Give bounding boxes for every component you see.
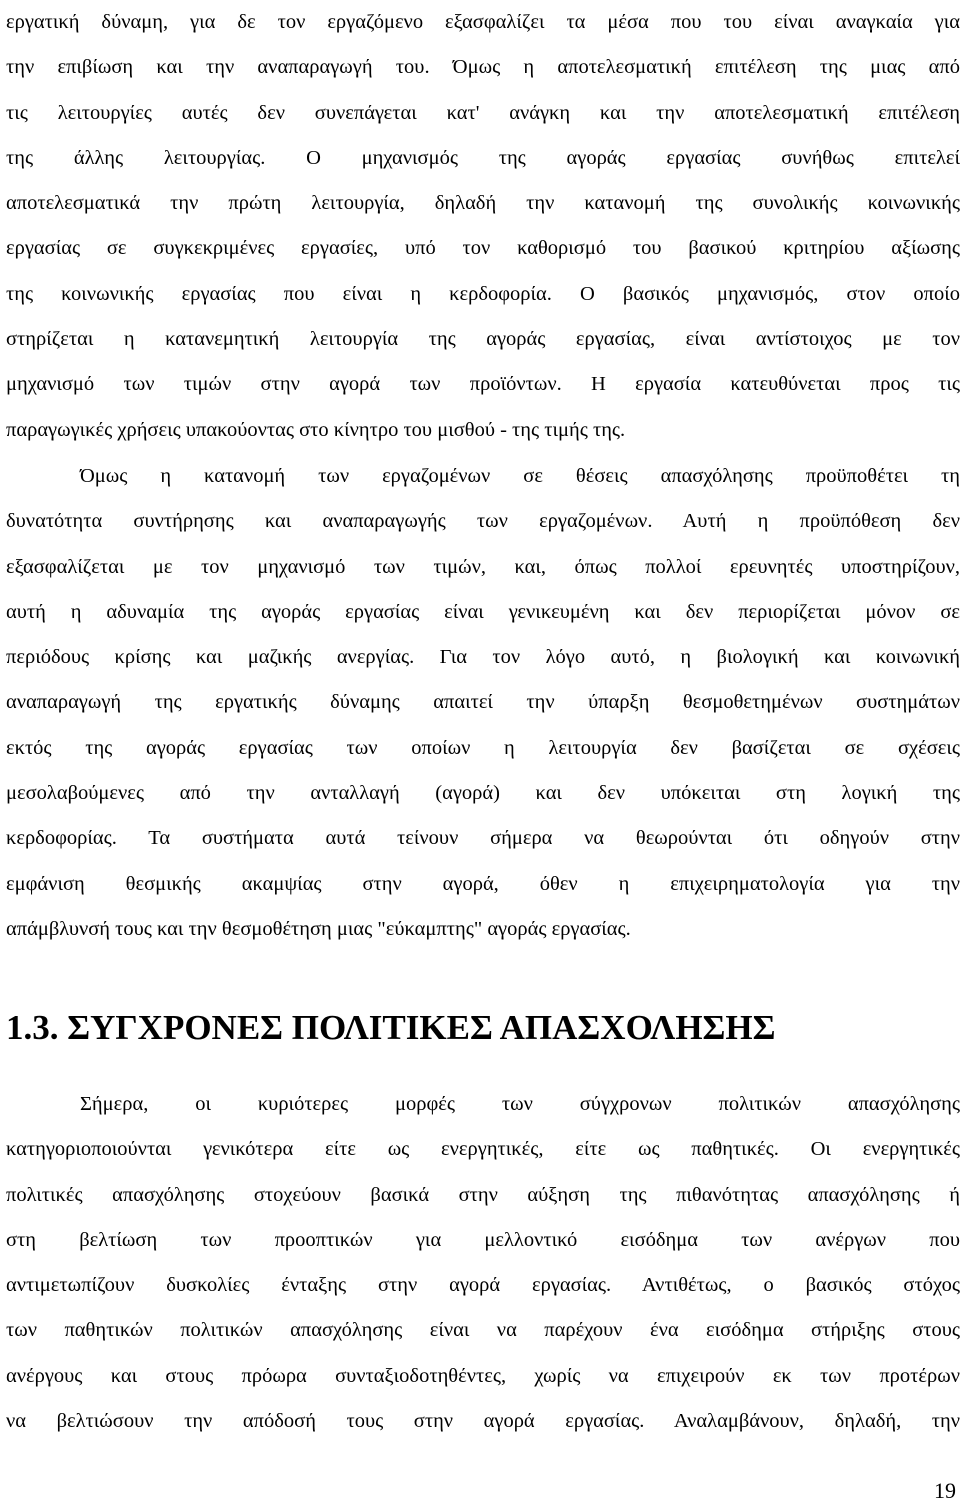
text-line: μεσολαβούμενες από την ανταλλαγή (αγορά) και δεν υπόκειται στη λογική της (6, 782, 960, 805)
text-line: κερδοφορίας. Τα συστήματα αυτά τείνουν σήμερα να θεωρούνται ότι οδηγούν στην (6, 827, 960, 850)
text-line: τις λειτουργίες αυτές δεν συνεπάγεται κατ' ανάγκη και την αποτελεσματική επιτέλεση (6, 101, 960, 124)
text-line: εμφάνιση θεσμικής ακαμψίας στην αγορά, όθεν η επιχειρηματολογία για την (6, 872, 960, 895)
text-line: εργασίας σε συγκεκριμένες εργασίες, υπό τον καθορισμό του βασικού κριτηρίου αξίωσης (6, 237, 960, 260)
text-line: Όμως η κατανομή των εργαζομένων σε θέσεις απασχόλησης προϋποθέτει τη (80, 465, 960, 487)
text-line: περιόδους κρίσης και μαζικής ανεργίας. Για τον λόγο αυτό, η βιολογική και κοινωνική (6, 646, 960, 669)
text-line: εκτός της αγοράς εργασίας των οποίων η λειτουργία δεν βασίζεται σε σχέσεις (6, 736, 960, 759)
paragraph-3 (6, 1082, 960, 1444)
text-line: κατηγοριοποιούνται γενικότερα είτε ως ενεργητικές, είτε ως παθητικές. Οι ενεργητικές (6, 1138, 960, 1161)
text-line: να βελτιώσουν την απόδοσή τους στην αγορά εργασίας. Αναλαμβάνουν, δηλαδή, την (6, 1410, 960, 1433)
paragraph-2 (6, 454, 960, 952)
text-line: στηρίζεται η κατανεμητική λειτουργία της αγοράς εργασίας, είναι αντίστοιχος με τον (6, 328, 960, 351)
text-line: δυνατότητα συντήρησης και αναπαραγωγής των εργαζομένων. Αυτή η προϋπόθεση δεν (6, 510, 960, 533)
text-line: ανέργους και στους πρόωρα συνταξιοδοτηθέντες, χωρίς να επιχειρούν εκ των προτέρων (6, 1364, 960, 1387)
text-line: παραγωγικές χρήσεις υπακούοντας στο κίνητρο του μισθού - της τιμής της. (6, 418, 626, 441)
text-line: αναπαραγωγή της εργατικής δύναμης απαιτεί την ύπαρξη θεσμοθετημένων συστημάτων (6, 691, 960, 714)
text-line: Σήμερα, οι κυριότερες μορφές των σύγχρονων πολιτικών απασχόλησης (80, 1093, 960, 1115)
text-line: εξασφαλίζεται με τον μηχανισμό των τιμών, και, όπως πολλοί ερευνητές υποστηρίζουν, (6, 555, 960, 578)
section-heading: 1.3. ΣΥΓΧΡΟΝΕΣ ΠΟΛΙΤΙΚΕΣ ΑΠΑΣΧΟΛΗΣΗΣ (6, 1008, 776, 1047)
text-line: εργατική δύναμη, για δε τον εργαζόμενο εξασφαλίζει τα μέσα που του είναι αναγκαία για (6, 11, 960, 33)
text-line: απάμβλυνσή τους και την θεσμοθέτηση μιας "εύκαμπτης" αγοράς εργασίας. (6, 917, 631, 940)
text-line: στη βελτίωση των προοπτικών για μελλοντικό εισόδημα των ανέργων που (6, 1228, 960, 1251)
text-line: αποτελεσματικά την πρώτη λειτουργία, δηλαδή την κατανομή της συνολικής κοινωνικής (6, 192, 960, 215)
text-line: αυτή η αδυναμία της αγοράς εργασίας είναι γενικευμένη και δεν περιορίζεται μόνον σε (6, 600, 960, 623)
text-line: την επιβίωση και την αναπαραγωγή του. Όμως η αποτελεσματική επιτέλεση της μιας από (6, 56, 960, 79)
text-line: της κοινωνικής εργασίας που είναι η κερδοφορία. Ο βασικός μηχανισμός, στον οποίο (6, 282, 960, 305)
text-line: της άλλης λειτουργίας. Ο μηχανισμός της αγοράς εργασίας συνήθως επιτελεί (6, 146, 960, 169)
text-line: των παθητικών πολιτικών απασχόλησης είναι να παρέχουν ένα εισόδημα στήριξης στους (6, 1319, 960, 1342)
paragraph-1 (6, 0, 960, 453)
text-line: μηχανισμό των τιμών στην αγορά των προϊόντων. Η εργασία κατευθύνεται προς τις (6, 373, 960, 396)
text-line: πολιτικές απασχόλησης στοχεύουν βασικά στην αύξηση της πιθανότητας απασχόλησης ή (6, 1183, 960, 1206)
text-line: αντιμετωπίζουν δυσκολίες ένταξης στην αγορά εργασίας. Αντιθέτως, ο βασικός στόχος (6, 1274, 960, 1297)
page-number: 19 (934, 1478, 956, 1503)
